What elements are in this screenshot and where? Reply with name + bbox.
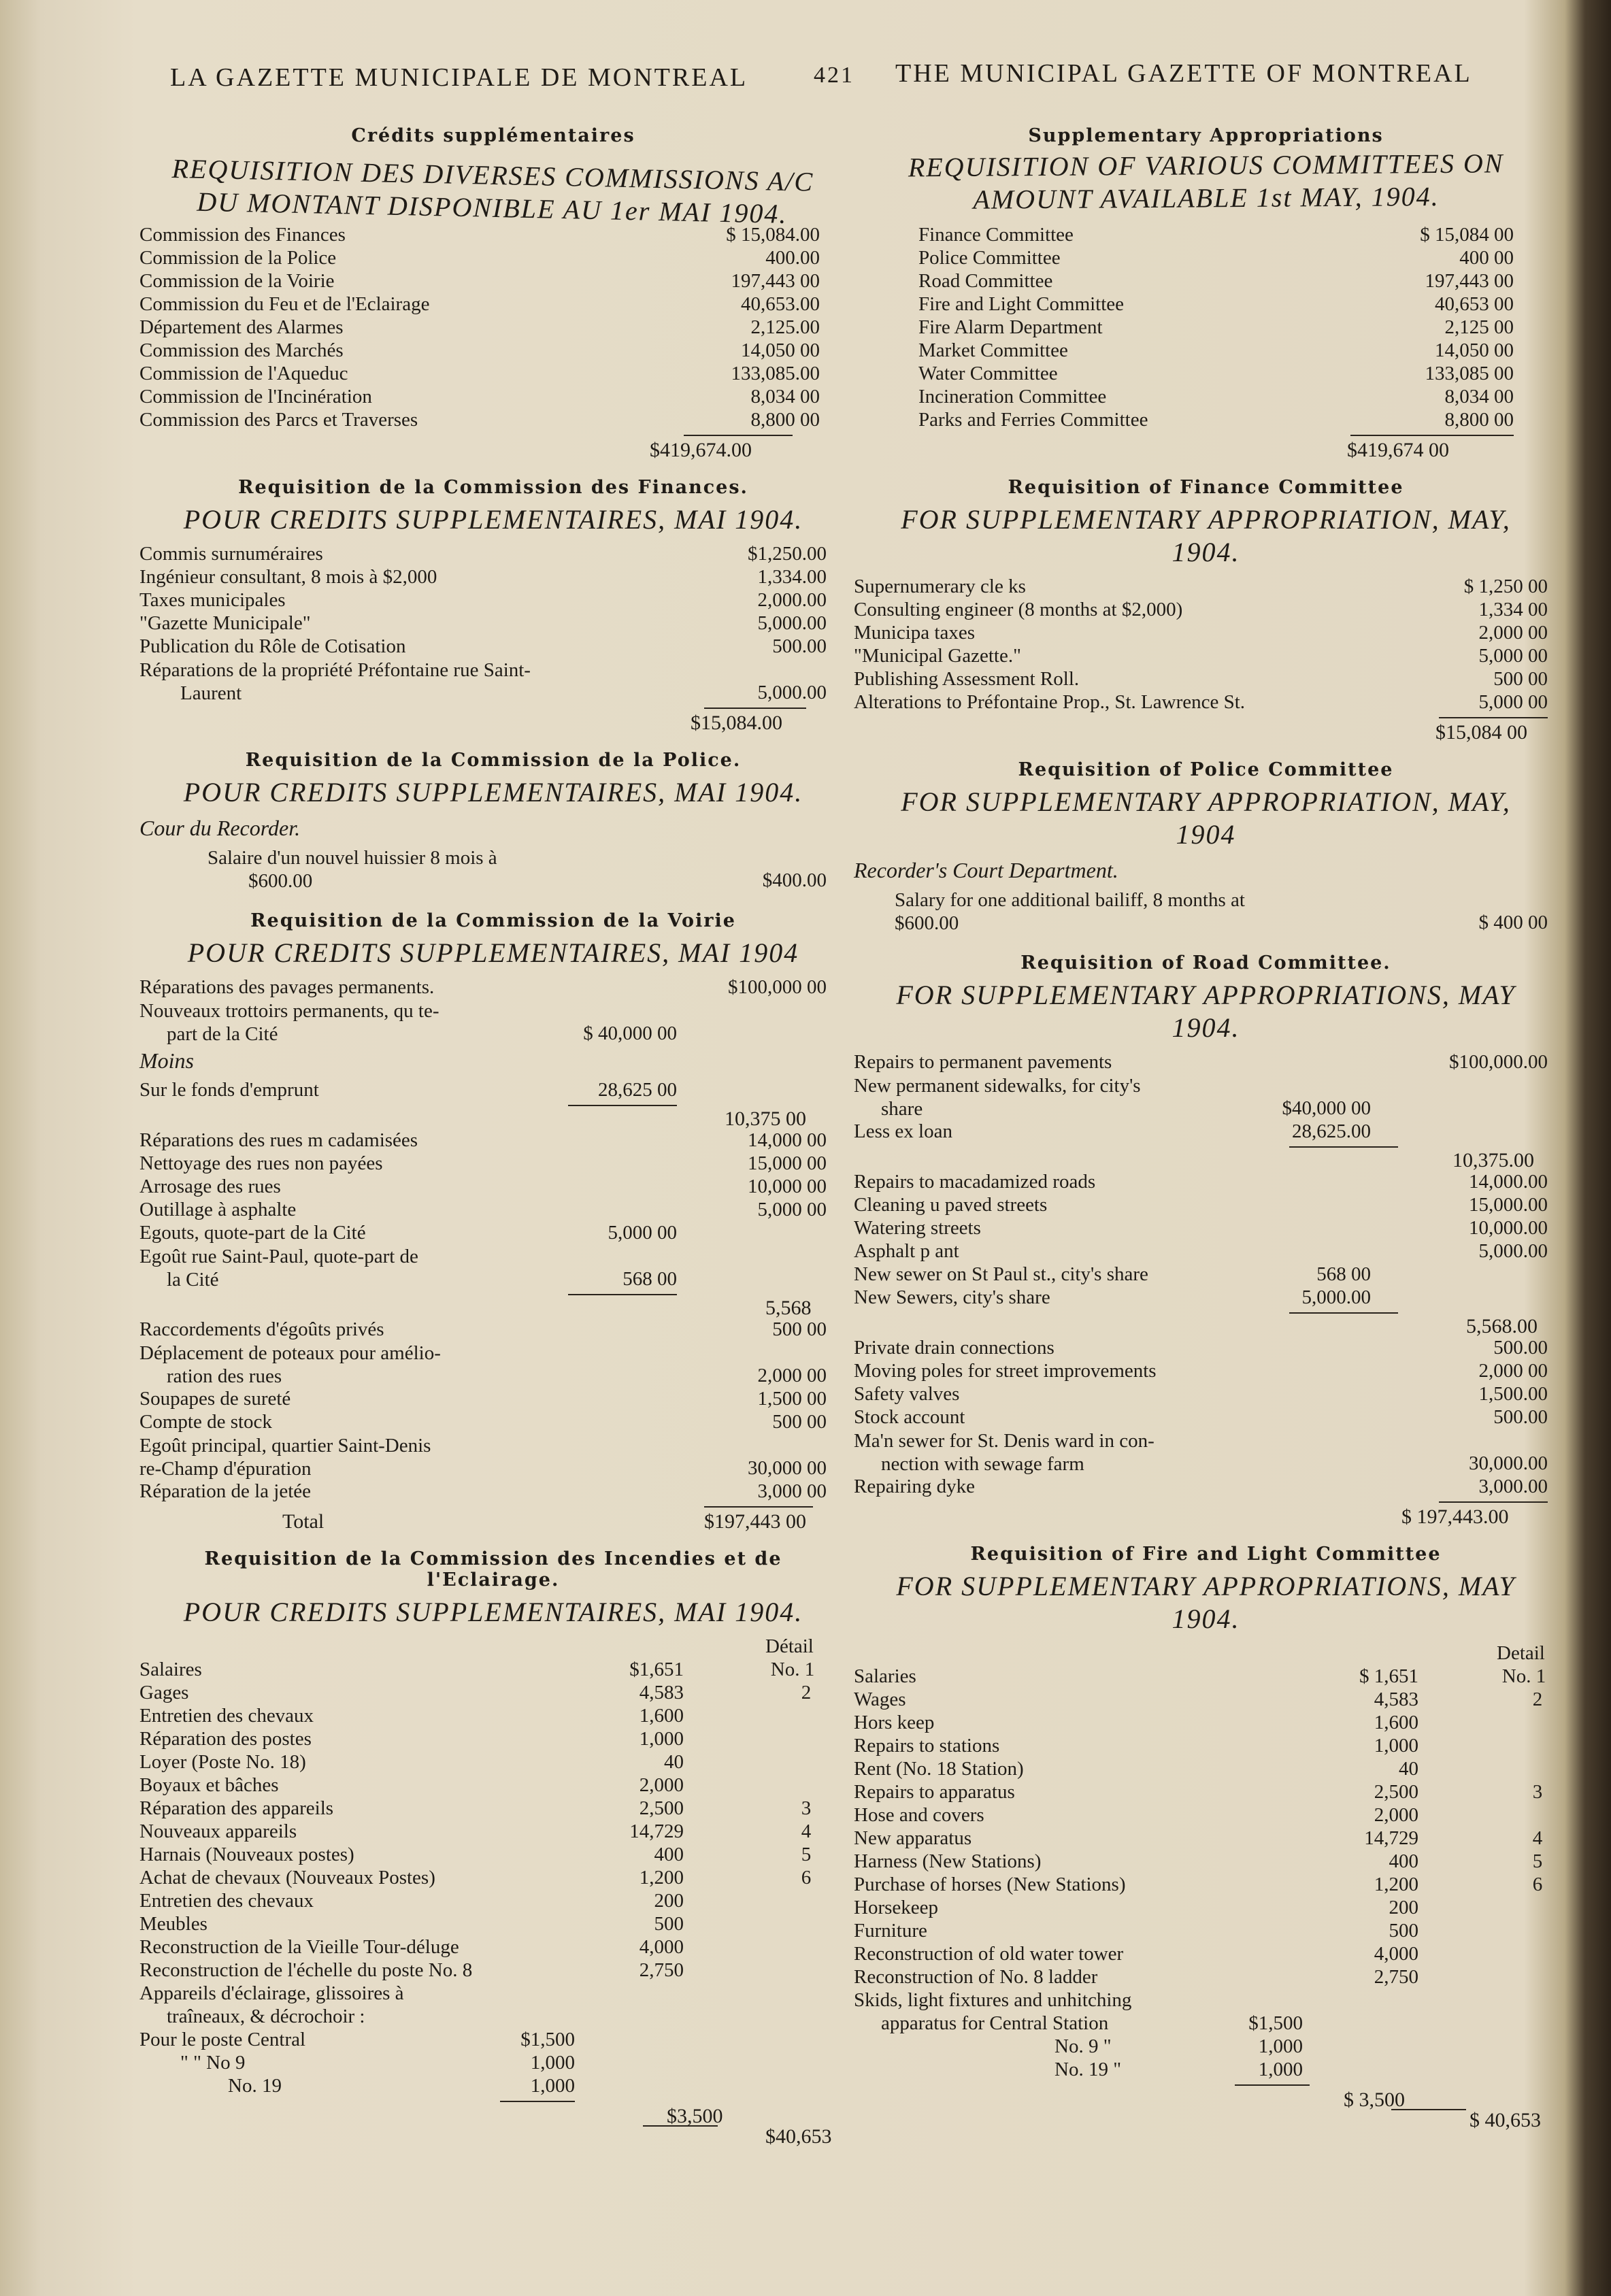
list-item: Commission des Parcs et Traverses 8,800 00 — [139, 409, 820, 431]
section-subtitle: POUR CREDITS SUPPLEMENTAIRES, MAI 1904. — [183, 777, 803, 808]
section-total: Total $197,443 00 — [139, 1503, 847, 1531]
list-item: Ingénieur consultant, 8 mois à $2,000 1,334.00 — [139, 566, 827, 588]
list-item: Commission du Feu et de l'Eclairage 40,653.00 — [139, 293, 820, 315]
list-item: Réparations de la propriété Préfontaine rue Saint- Laurent 5,000.00 — [139, 659, 827, 704]
subtotal-row: $ 3,500 — [854, 2082, 1558, 2109]
section-subtitle: POUR CREDITS SUPPLEMENTAIRES, MAI 1904 — [187, 937, 799, 968]
list-item: Nettoyage des rues non payées 15,000 00 — [139, 1152, 827, 1174]
list-item: Commis surnuméraires $1,250.00 — [139, 543, 827, 565]
list-item: New apparatus 14,729 4 — [854, 1827, 1543, 1849]
section-total: $15,084.00 — [139, 705, 847, 732]
list-item: Entretien des chevaux 200 — [139, 1890, 684, 1912]
en-finance-requisition — [854, 477, 1558, 742]
fr-police-requisition — [139, 750, 847, 893]
list-item: Reconstruction of old water tower 4,000 — [854, 1943, 1418, 1965]
en-police-requisition — [854, 759, 1558, 935]
list-item: Horsekeep 200 — [854, 1897, 1418, 1918]
list-item: " " No 9 1,000 — [180, 2052, 575, 2074]
list-item: Reconstruction of No. 8 ladder 2,750 — [854, 1966, 1418, 1988]
list-item: Raccordements d'égoûts privés 500 00 — [139, 1318, 827, 1340]
list-item: Finance Committee $ 15,084 00 — [918, 224, 1514, 246]
list-item: Watering streets 10,000.00 — [854, 1217, 1548, 1239]
list-item: New permanent sidewalks, for city's share $40,000 00 — [854, 1075, 1371, 1120]
list-item: Commission des Marchés 14,050 00 — [139, 339, 820, 361]
page-header — [0, 48, 1517, 95]
section-total: $ 197,443.00 — [854, 1499, 1558, 1526]
section-title: Requisition of Fire and Light Committee — [970, 1544, 1442, 1565]
list-item: Réparations des rues m cadamisées 14,000 00 — [139, 1129, 827, 1151]
detail-header: Detail — [1497, 1642, 1545, 1664]
subtotal-row: $3,500 — [139, 2098, 847, 2125]
list-item: Hors keep 1,600 — [854, 1712, 1418, 1733]
section-subtitle: FOR SUPPLEMENTARY APPROPRIATIONS, MAY 1904. — [896, 980, 1516, 1043]
list-item: Outillage à asphalte 5,000 00 — [139, 1199, 827, 1220]
fr-fire-light-requisition — [139, 1548, 847, 2152]
list-item: Publication du Rôle de Cotisation 500.00 — [139, 635, 827, 657]
section-total: $15,084 00 — [854, 714, 1558, 742]
list-item: Salaire d'un nouvel huissier 8 mois à $600.00 $400.00 — [207, 847, 827, 892]
list-item: Loyer (Poste No. 18) 40 — [139, 1751, 684, 1773]
list-item: Purchase of horses (New Stations) 1,200 6 — [854, 1874, 1543, 1895]
list-item: Commission de la Police 400.00 — [139, 247, 820, 269]
list-item: Salaires $1,651 No. 1 — [139, 1659, 815, 1680]
section-total: $419,674 00 — [854, 432, 1558, 459]
list-item: Incineration Committee 8,034 00 — [918, 386, 1514, 407]
list-item: Road Committee 197,443 00 — [918, 270, 1514, 292]
list-item: Parks and Ferries Committee 8,800 00 — [918, 409, 1514, 431]
list-item: Pour le poste Central $1,500 — [139, 2029, 575, 2050]
section-subtitle: REQUISITION OF VARIOUS COMMITTEES ON AMOUNT AVAILABLE 1st MAY, 1904. — [908, 148, 1504, 215]
section-title: Crédits supplémentaires — [351, 125, 635, 146]
list-item: Repairs to macadamized roads 14,000.00 — [854, 1171, 1548, 1193]
list-item: Market Committee 14,050 00 — [918, 339, 1514, 361]
list-item: Furniture 500 — [854, 1920, 1418, 1942]
section-title: Requisition of Police Committee — [1018, 759, 1394, 780]
subtotal-row: 5,568.00 — [854, 1310, 1558, 1337]
section-total: $ 40,653 — [1469, 2109, 1541, 2131]
list-item: Water Committee 133,085 00 — [918, 363, 1514, 384]
list-item: No. 9 " 1,000 — [1054, 2035, 1303, 2057]
list-item: Compte de stock 500 00 — [139, 1411, 827, 1433]
list-item: "Municipal Gazette." 5,000 00 — [854, 645, 1548, 667]
list-item: Municipa taxes 2,000 00 — [854, 622, 1548, 644]
moins-label: Moins — [139, 1048, 194, 1073]
section-subtitle: POUR CREDITS SUPPLEMENTAIRES, MAI 1904. — [183, 504, 803, 535]
english-running-title: THE MUNICIPAL GAZETTE OF MONTREAL — [895, 59, 1472, 88]
list-item: Ma'n sewer for St. Denis ward in con- nection with sewage farm 30,000.00 — [854, 1430, 1548, 1475]
list-item: Fire Alarm Department 2,125 00 — [918, 316, 1514, 338]
list-item: Commission des Finances $ 15,084.00 — [139, 224, 820, 246]
section-title: Requisition de la Commission de la Voirie — [250, 910, 736, 931]
list-item: Taxes municipales 2,000.00 — [139, 589, 827, 611]
list-item: Harness (New Stations) 400 5 — [854, 1850, 1543, 1872]
list-item: Consulting engineer (8 months at $2,000) 1,334 00 — [854, 599, 1548, 620]
section-title: Supplementary Appropriations — [1028, 125, 1384, 146]
department-label: Cour du Recorder. — [139, 816, 301, 840]
list-item: Salaries $ 1,651 No. 1 — [854, 1665, 1546, 1687]
french-running-title: LA GAZETTE MUNICIPALE DE MONTREAL — [170, 63, 748, 92]
list-item: apparatus for Central Station $1,500 — [881, 2012, 1303, 2034]
french-column — [139, 116, 847, 2170]
section-subtitle: FOR SUPPLEMENTARY APPROPRIATION, MAY, 1904 — [901, 786, 1511, 850]
list-item: Police Committee 400 00 — [918, 247, 1514, 269]
section-title: Requisition of Finance Committee — [1008, 477, 1404, 498]
list-item: Commission de l'Incinération 8,034 00 — [139, 386, 820, 407]
list-item: Harnais (Nouveaux postes) 400 5 — [139, 1844, 812, 1865]
department-label: Recorder's Court Department. — [854, 858, 1118, 882]
list-item: New Sewers, city's share 5,000.00 — [854, 1286, 1371, 1308]
list-item: Repairs to apparatus 2,500 3 — [854, 1781, 1543, 1803]
list-item: Rent (No. 18 Station) 40 — [854, 1758, 1418, 1780]
detail-header: Détail — [765, 1635, 814, 1657]
section-title: Requisition de la Commission des Incendies et de l'Eclairage. — [204, 1548, 782, 1591]
section-subtitle: POUR CREDITS SUPPLEMENTAIRES, MAI 1904. — [183, 1597, 803, 1627]
en-road-requisition — [854, 952, 1558, 1526]
summary-rows — [139, 224, 847, 432]
subtotal-row: 5,568 — [139, 1291, 847, 1318]
list-item: Asphalt p ant 5,000.00 — [854, 1240, 1548, 1262]
list-item: Sur le fonds d'emprunt 28,625 00 — [139, 1079, 677, 1101]
section-subtitle: REQUISITION DES DIVERSES COMMISSIONS A/C DU MONTANT DISPONIBLE AU 1er MAI 1904. — [171, 153, 814, 229]
list-item: Private drain connections 500.00 — [854, 1337, 1548, 1359]
list-item: Arrosage des rues 10,000 00 — [139, 1176, 827, 1197]
list-item: Egoût principal, quartier Saint-Denis re-Champ d'épuration 30,000 00 — [139, 1435, 827, 1480]
fr-road-requisition — [139, 910, 847, 1531]
list-item: Reconstruction de l'échelle du poste No. 8 2,750 — [139, 1959, 684, 1981]
section-subtitle: FOR SUPPLEMENTARY APPROPRIATION, MAY, 1904. — [901, 504, 1511, 567]
list-item: Réparation des postes 1,000 — [139, 1728, 684, 1750]
list-item: Repairing dyke 3,000.00 — [854, 1476, 1548, 1497]
section-total: $40,653 — [765, 2125, 832, 2148]
list-item: Safety valves 1,500.00 — [854, 1383, 1548, 1405]
list-item: Appareils d'éclairage, glissoires à — [139, 1982, 404, 2004]
section-title: Requisition of Road Committee. — [1020, 952, 1391, 974]
list-item: Wages 4,583 2 — [854, 1688, 1543, 1710]
english-column — [854, 116, 1558, 2154]
list-item: Publishing Assessment Roll. 500 00 — [854, 668, 1548, 690]
list-item: Stock account 500.00 — [854, 1406, 1548, 1428]
list-item: Soupapes de sureté 1,500 00 — [139, 1388, 827, 1410]
list-item: Gages 4,583 2 — [139, 1682, 812, 1703]
list-item: Repairs to stations 1,000 — [854, 1735, 1418, 1757]
list-item: Réparation des appareils 2,500 3 — [139, 1797, 812, 1819]
list-item: Skids, light fixtures and unhitching — [854, 1989, 1132, 2011]
list-item: Entretien des chevaux 1,600 — [139, 1705, 684, 1727]
list-item: New sewer on St Paul st., city's share 568 00 — [854, 1263, 1371, 1285]
list-item: Achat de chevaux (Nouveaux Postes) 1,200 6 — [139, 1867, 812, 1889]
en-appropriations-summary — [854, 125, 1558, 459]
list-item: Réparation de la jetée 3,000 00 — [139, 1480, 827, 1502]
subtotal-row: 10,375.00 — [854, 1144, 1558, 1171]
list-item: "Gazette Municipale" 5,000.00 — [139, 612, 827, 634]
list-item: Less ex loan 28,625.00 — [854, 1120, 1371, 1142]
list-item: Alterations to Préfontaine Prop., St. Lawrence St. 5,000 00 — [854, 691, 1548, 713]
page-number: 421 — [814, 63, 854, 88]
list-item: Egoût rue Saint-Paul, quote-part de la Cité 568 00 — [139, 1246, 677, 1291]
list-item: Meubles 500 — [139, 1913, 684, 1935]
list-item: Supernumerary cle ks $ 1,250 00 — [854, 576, 1548, 597]
list-item: Département des Alarmes 2,125.00 — [139, 316, 820, 338]
fr-credits-summary — [139, 125, 847, 459]
list-item: Cleaning u paved streets 15,000.00 — [854, 1194, 1548, 1216]
list-item: No. 19 " 1,000 — [1054, 2059, 1303, 2080]
list-item: Réparations des pavages permanents. $100,000 00 — [139, 976, 827, 998]
section-title: Requisition de la Commission de la Police. — [245, 750, 742, 771]
section-subtitle: FOR SUPPLEMENTARY APPROPRIATIONS, MAY 1904. — [896, 1571, 1516, 1634]
list-item: traîneaux, & décrochoir : — [167, 2006, 365, 2027]
list-item: Commission de l'Aqueduc 133,085.00 — [139, 363, 820, 384]
list-item: Salary for one additional bailiff, 8 months at $600.00 $ 400 00 — [895, 889, 1548, 934]
list-item: Commission de la Voirie 197,443 00 — [139, 270, 820, 292]
list-item: Boyaux et bâches 2,000 — [139, 1774, 684, 1796]
list-item: Nouveaux appareils 14,729 4 — [139, 1820, 812, 1842]
list-item: Egouts, quote-part de la Cité 5,000 00 — [139, 1222, 677, 1244]
fr-finance-requisition — [139, 477, 847, 732]
list-item: Repairs to permanent pavements $100,000.00 — [854, 1051, 1548, 1073]
en-fire-light-requisition — [854, 1544, 1558, 2136]
list-item: Hose and covers 2,000 — [854, 1804, 1418, 1826]
list-item: Reconstruction de la Vieille Tour-déluge 4,000 — [139, 1936, 684, 1958]
section-total: $419,674.00 — [139, 432, 847, 459]
list-item: Nouveaux trottoirs permanents, qu te- part de la Cité $ 40,000 00 — [139, 1000, 677, 1045]
list-item: No. 19 1,000 — [228, 2075, 575, 2097]
list-item: Fire and Light Committee 40,653 00 — [918, 293, 1514, 315]
list-item: Déplacement de poteaux pour amélio- ration des rues 2,000 00 — [139, 1342, 827, 1387]
section-title: Requisition de la Commission des Finances. — [238, 477, 748, 498]
subtotal-row: 10,375 00 — [139, 1102, 847, 1129]
list-item: Moving poles for street improvements 2,000 00 — [854, 1360, 1548, 1382]
